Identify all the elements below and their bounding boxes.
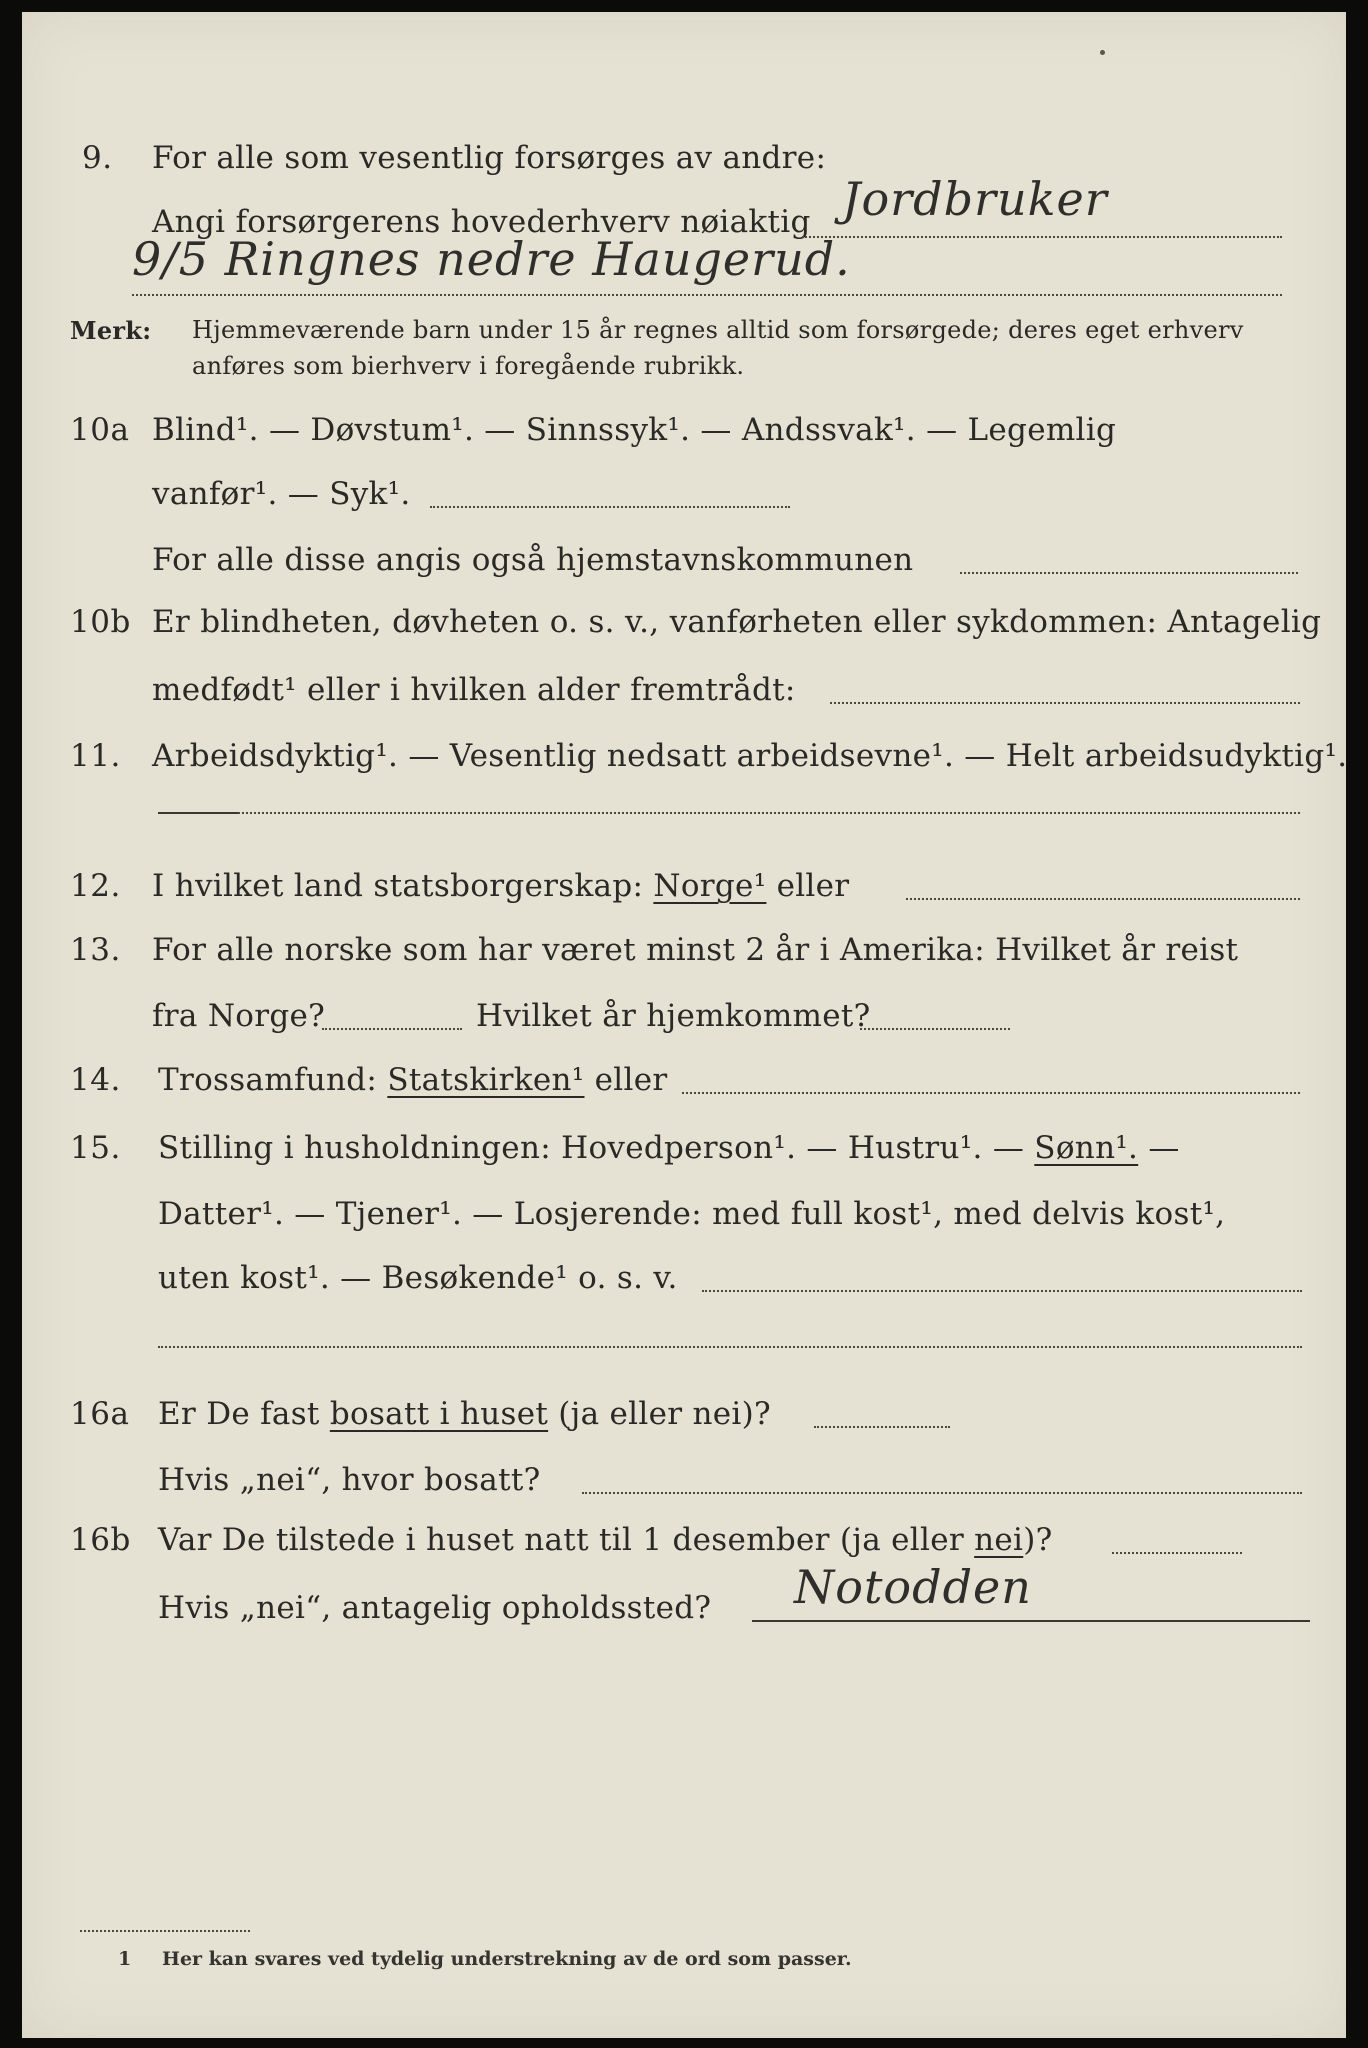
q16b-location-line	[752, 1620, 1310, 1622]
q9-number: 9.	[82, 140, 113, 176]
q14-prefix: Trossamfund:	[158, 1062, 388, 1098]
merk-line1: Hjemmeværende barn under 15 år regnes alltid som forsørgede; deres eget erhverv	[192, 316, 1244, 344]
q14-suffix: eller	[584, 1062, 668, 1098]
q16a-line1b: (ja eller nei)?	[548, 1396, 771, 1432]
q10b-number: 10b	[70, 604, 131, 640]
q14-line	[158, 1062, 668, 1098]
q16b-answer-line	[1112, 1552, 1242, 1554]
q16a-line2: Hvis „nei“, hvor bosatt?	[158, 1462, 541, 1498]
paper-speck	[1100, 50, 1105, 55]
footnote-rule	[80, 1930, 250, 1932]
q15-answer-line2	[158, 1346, 1302, 1348]
q9-line1: For alle som vesentlig forsørges av andre:	[152, 140, 827, 176]
q11-number: 11.	[70, 738, 121, 774]
q12-norge-option[interactable]: Norge¹	[653, 868, 767, 904]
q14-answer-line	[682, 1092, 1300, 1094]
footnote-text: Her kan svares ved tydelig understrekning av de ord som passer.	[162, 1948, 852, 1970]
q12-number: 12.	[70, 868, 121, 904]
q15-line3: uten kost¹. — Besøkende¹ o. s. v.	[158, 1260, 678, 1296]
q16b-handwritten-location[interactable]: Notodden	[794, 1560, 1032, 1614]
q16b-number: 16b	[70, 1522, 131, 1558]
q13-departure-line	[322, 1028, 462, 1030]
merk-line2: anføres som bierhverv i foregående rubrikk.	[192, 352, 745, 380]
q10a-line1: Blind¹. — Døvstum¹. — Sinnssyk¹. — Andssvak¹. — Legemlig	[152, 412, 1117, 448]
q16a-line1a: Er De fast	[158, 1396, 330, 1432]
q10a-answer-line2	[960, 572, 1298, 574]
q13-line2b: Hvilket år hjemkommet?	[476, 998, 871, 1034]
q16a-answer-line	[814, 1426, 950, 1428]
q10a-line2: vanfør¹. — Syk¹.	[152, 476, 411, 512]
q15-line1a: Stilling i husholdningen: Hovedperson¹. — Hustru¹. —	[158, 1130, 1035, 1166]
q12-answer-line	[906, 898, 1300, 900]
q13-line2a: fra Norge?	[152, 998, 326, 1034]
q13-number: 13.	[70, 932, 121, 968]
q9-answer-line1	[802, 236, 1282, 238]
census-form-page	[22, 12, 1346, 2038]
q10b-line2: medfødt¹ eller i hvilken alder fremtrådt:	[152, 672, 796, 708]
q16b-line2: Hvis „nei“, antagelig opholdssted?	[158, 1590, 712, 1626]
q12-prefix: I hvilket land statsborgerskap:	[152, 868, 654, 904]
q16b-line1a: Var De tilstede i huset natt til 1 desember (ja eller	[158, 1522, 975, 1558]
q16b-line1	[158, 1522, 1053, 1558]
q10a-number: 10a	[70, 412, 130, 448]
q13-return-line	[860, 1028, 1010, 1030]
q14-statskirken-option[interactable]: Statskirken¹	[387, 1062, 585, 1098]
q16b-nei-option[interactable]: nei	[974, 1522, 1024, 1558]
q12-suffix: eller	[766, 868, 850, 904]
q15-sonn-option[interactable]: Sønn¹.	[1034, 1130, 1139, 1166]
q9-handwritten-occupation[interactable]: Jordbruker	[842, 172, 1108, 226]
q10a-line3: For alle disse angis også hjemstavnskommunen	[152, 542, 914, 578]
q10b-answer-line	[830, 702, 1300, 704]
q11-underline-short	[158, 812, 238, 814]
q16b-line1b: )?	[1023, 1522, 1053, 1558]
q11-line1: Arbeidsdyktig¹. — Vesentlig nedsatt arbeidsevne¹. — Helt arbeidsudyktig¹.	[152, 738, 1348, 774]
q10b-line1: Er blindheten, døvheten o. s. v., vanførheten eller sykdommen: Antagelig	[152, 604, 1322, 640]
q16a-line1	[158, 1396, 771, 1432]
q11-answer-line	[238, 812, 1300, 814]
q15-answer-line1	[702, 1290, 1302, 1292]
footnote-marker: 1	[118, 1948, 132, 1970]
q10a-answer-line1	[430, 506, 790, 508]
q15-line1	[158, 1130, 1180, 1166]
q13-line1: For alle norske som har været minst 2 år i Amerika: Hvilket år reist	[152, 932, 1239, 968]
q9-line2: Angi forsørgerens hovederhverv nøiaktig	[152, 204, 811, 240]
q15-number: 15.	[70, 1130, 121, 1166]
merk-label: Merk:	[70, 316, 152, 345]
q16a-number: 16a	[70, 1396, 130, 1432]
q16a-bosatt-underline[interactable]: bosatt i huset	[329, 1396, 549, 1432]
q15-line1b: —	[1138, 1130, 1180, 1166]
q12-line	[152, 868, 849, 904]
q14-number: 14.	[70, 1062, 121, 1098]
q9-answer-line2	[132, 294, 1282, 296]
q15-line2: Datter¹. — Tjener¹. — Losjerende: med full kost¹, med delvis kost¹,	[158, 1196, 1226, 1232]
q16a-residence-line	[582, 1492, 1302, 1494]
q9-handwritten-provider[interactable]: 9/5 Ringnes nedre Haugerud.	[132, 232, 851, 286]
